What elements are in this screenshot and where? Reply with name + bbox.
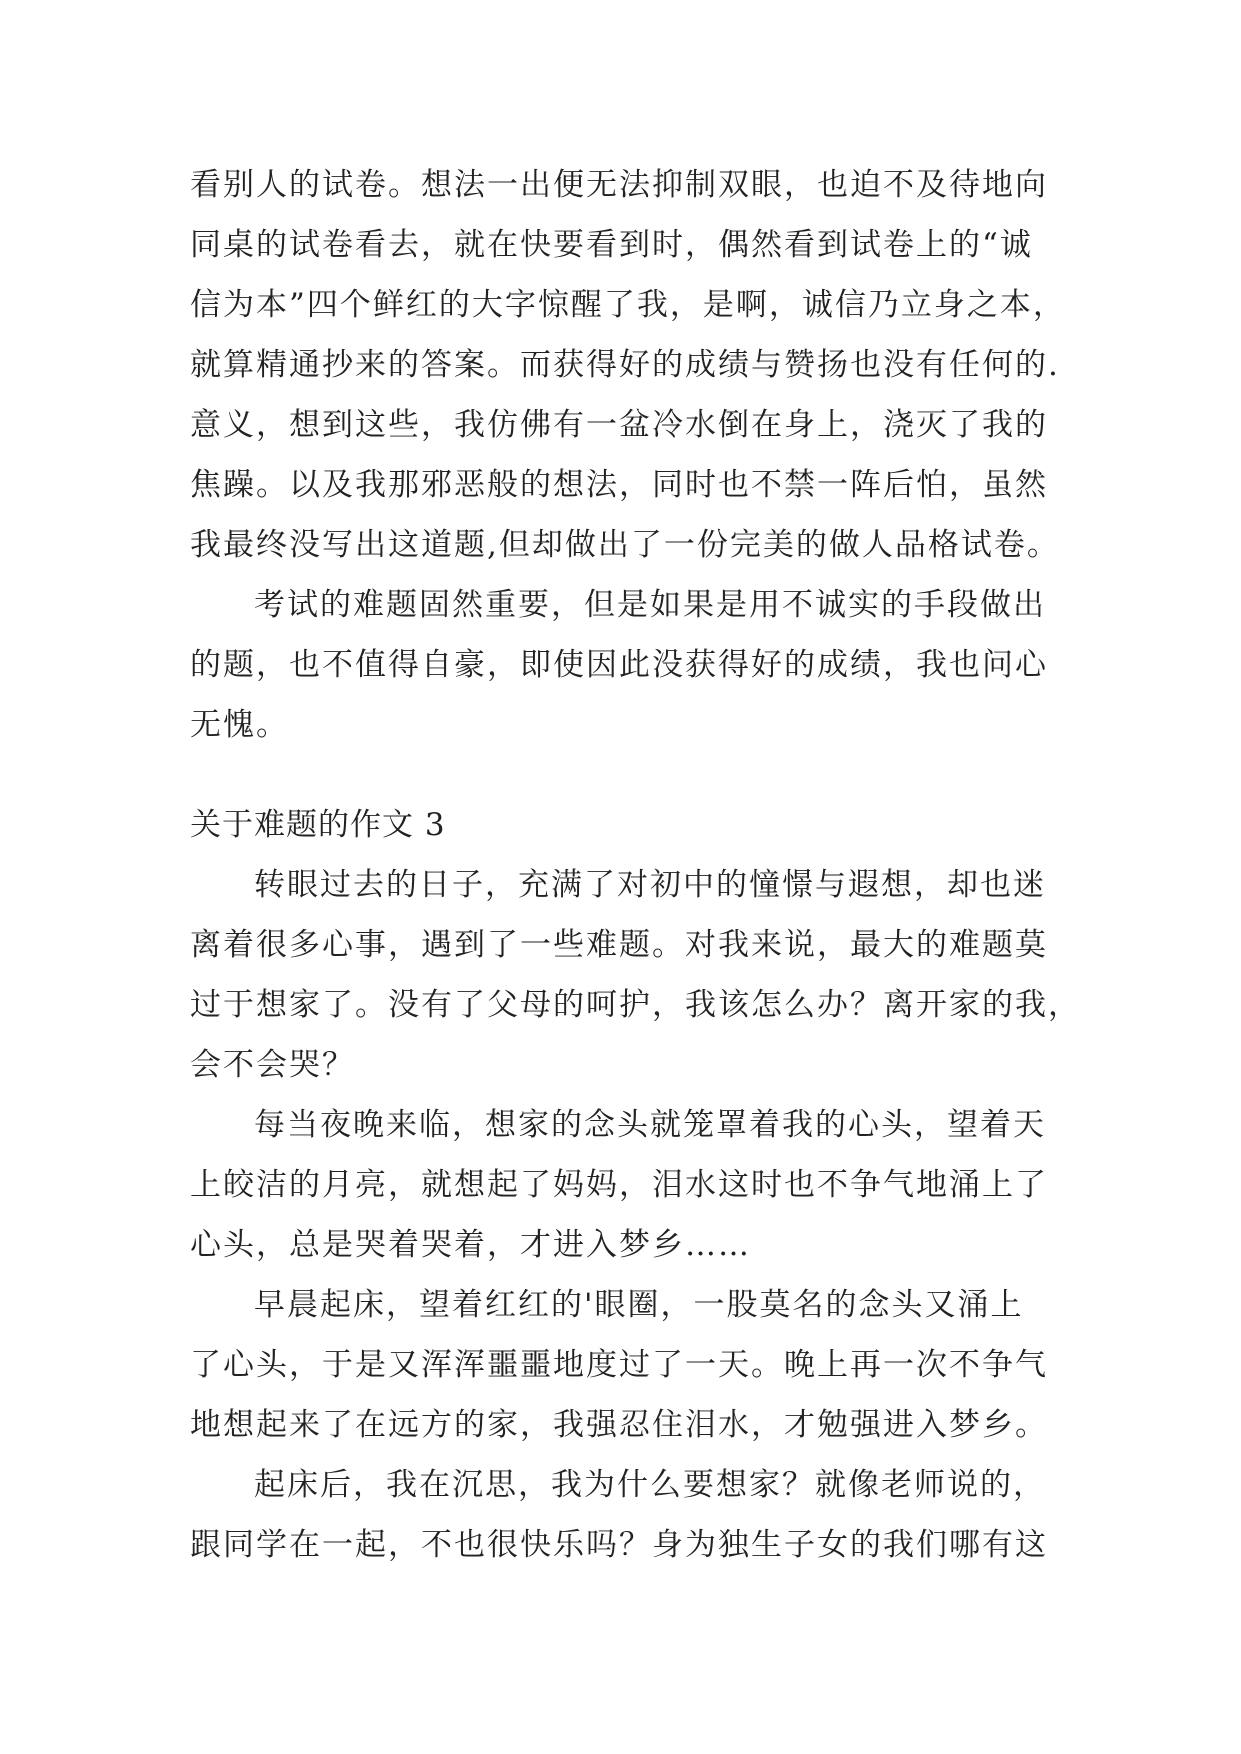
section-heading <box>190 795 1050 855</box>
text-line: 了心头，于是又浑浑噩噩地度过了一天。晚上再一次不争气 <box>190 1347 1048 1383</box>
text-line: 上皎洁的月亮，就想起了妈妈，泪水这时也不争气地涌上了 <box>190 1167 1048 1203</box>
paragraph-5 <box>190 1275 1050 1455</box>
text-line: 过于想家了。没有了父母的呵护，我该怎么办？离开家的我， <box>190 987 1081 1023</box>
paragraph-1 <box>190 155 1066 575</box>
text-line: 意义，想到这些，我仿佛有一盆冷水倒在身上，浇灭了我的 <box>190 407 1048 443</box>
text-line: 焦躁。以及我那邪恶般的想法，同时也不禁一阵后怕，虽然 <box>190 467 1048 503</box>
text-line: 无愧。 <box>190 707 289 743</box>
text-line: 跟同学在一起，不也很快乐吗？身为独生子女的我们哪有这 <box>190 1527 1048 1563</box>
text-line: 的题，也不值得自豪，即使因此没获得好的成绩，我也问心 <box>190 647 1048 683</box>
text-line: 每当夜晚来临，想家的念头就笼罩着我的心头，望着天 <box>254 1107 1046 1143</box>
paragraph-3 <box>190 855 1081 1095</box>
text-line: 转眼过去的日子，充满了对初中的憧憬与遐想，却也迷 <box>254 867 1046 903</box>
text-line: 看别人的试卷。想法一出便无法抑制双眼，也迫不及待地向 <box>190 167 1048 203</box>
text-line: 就算精通抄来的答案。而获得好的成绩与赞扬也没有任何的. <box>190 347 1060 383</box>
text-line: 同桌的试卷看去，就在快要看到时，偶然看到试卷上的“诚 <box>190 227 1033 263</box>
text-line: 地想起来了在远方的家，我强忍住泪水，才勉强进入梦乡。 <box>190 1407 1048 1443</box>
section-title: 关于难题的作文 3 <box>190 807 446 843</box>
text-line: 早晨起床，望着红红的'眼圈，一股莫名的念头又涌上 <box>254 1287 1024 1323</box>
text-line: 会不会哭？ <box>190 1047 355 1083</box>
text-line: 起床后，我在沉思，我为什么要想家？就像老师说的， <box>254 1467 1046 1503</box>
text-line: 心头，总是哭着哭着，才进入梦乡…… <box>190 1227 751 1263</box>
text-line: 我最终没写出这道题,但却做出了一份完美的做人品格试卷。 <box>190 527 1060 563</box>
text-line: 考试的难题固然重要，但是如果是用不诚实的手段做出 <box>254 587 1046 623</box>
text-line: 离着很多心事，遇到了一些难题。对我来说，最大的难题莫 <box>190 927 1048 963</box>
paragraph-6 <box>190 1455 1050 1575</box>
text-line: 信为本”四个鲜红的大字惊醒了我，是啊，诚信乃立身之本， <box>190 287 1066 323</box>
paragraph-2 <box>190 575 1050 755</box>
paragraph-4 <box>190 1095 1050 1275</box>
